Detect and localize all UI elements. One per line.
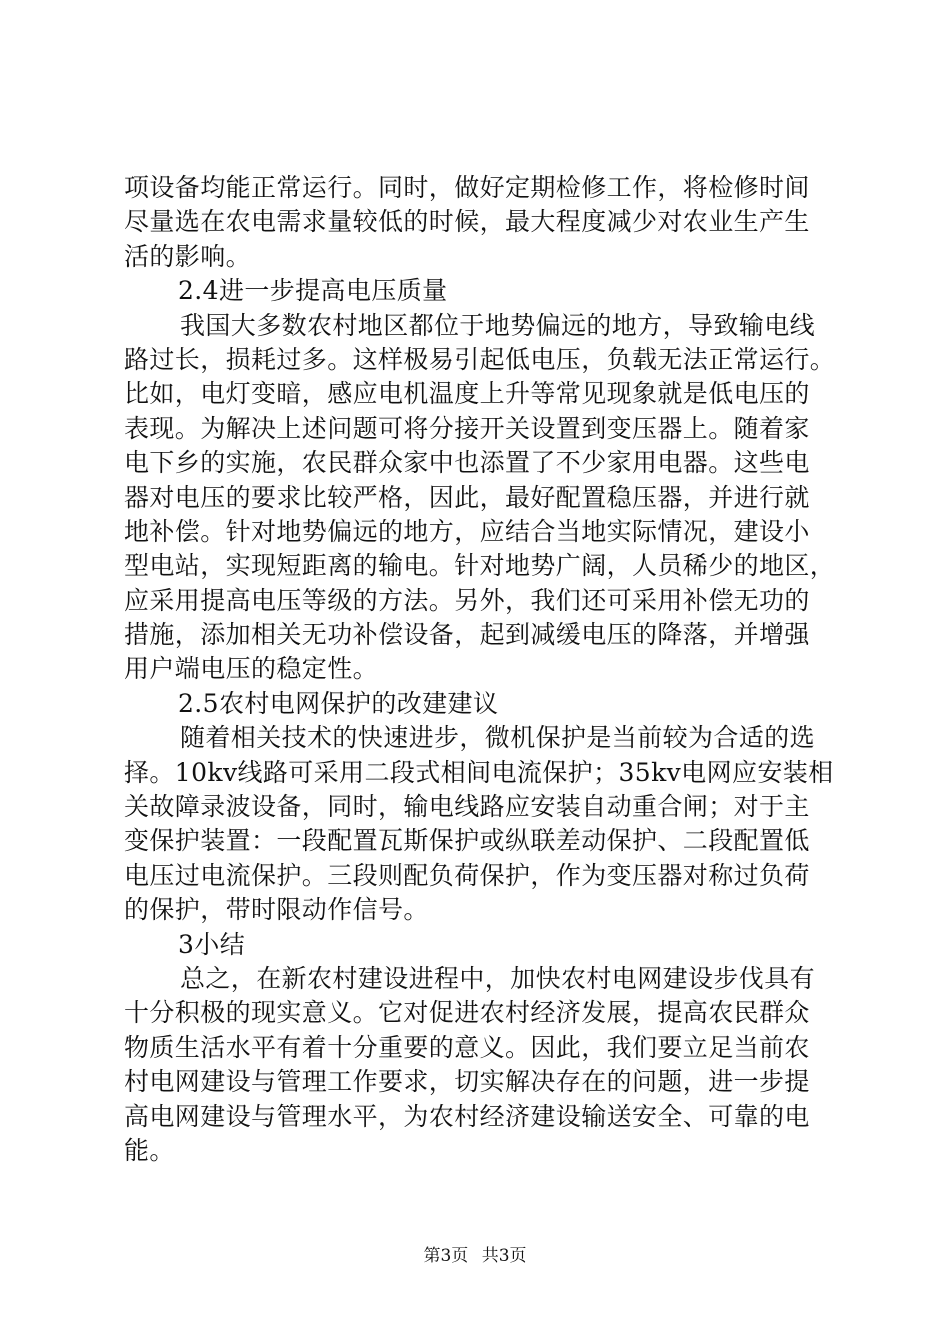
text-line: 的保护，带时限动作信号。	[124, 895, 429, 925]
page-number: 第3页	[423, 1246, 469, 1266]
text-line: 高电网建设与管理水平，为农村经济建设输送安全、可靠的电	[124, 1101, 810, 1131]
text-line: 项设备均能正常运行。同时，做好定期检修工作，将检修时间	[124, 173, 810, 202]
text-line: 随着相关技术的快速进步，微机保护是当前较为合适的选	[180, 723, 816, 753]
text-line: 电压过电流保护。三段则配负荷保护，作为变压器对称过负荷	[124, 860, 810, 890]
text-line: 我国大多数农村地区都位于地势偏远的地方，导致输电线	[180, 310, 816, 340]
text-line: 活的影响。	[124, 241, 252, 271]
page-total: 共3页	[481, 1246, 527, 1266]
text-line: 地补偿。针对地势偏远的地方，应结合当地实际情况，建设小	[124, 516, 810, 546]
text-line: 型电站，实现短距离的输电。针对地势广阔，人员稀少的地区，	[124, 551, 836, 581]
text-line: 比如，电灯变暗，感应电机温度上升等常见现象就是低电压的	[124, 379, 810, 409]
text-line: 物质生活水平有着十分重要的意义。因此，我们要立足当前农	[124, 1032, 810, 1062]
section-heading: 2.4进一步提高电压质量	[178, 276, 448, 306]
text-line: 路过长，损耗过多。这样极易引起低电压，负载无法正常运行。	[124, 344, 836, 374]
text-line: 措施，添加相关无功补偿设备，起到减缓电压的降落，并增强	[124, 620, 810, 650]
text-line: 能。	[124, 1135, 175, 1165]
text-line: 关故障录波设备，同时，输电线路应安装自动重合闸；对于主	[124, 792, 810, 822]
section-heading: 3小结	[178, 929, 246, 959]
text-line: 变保护装置：一段配置瓦斯保护或纵联差动保护、二段配置低	[124, 826, 810, 856]
text-line: 尽量选在农电需求量较低的时候，最大程度减少对农业生产生	[124, 207, 810, 237]
text-line: 总之，在新农村建设进程中，加快农村电网建设步伐具有	[180, 963, 816, 993]
text-line: 十分积极的现实意义。它对促进农村经济发展，提高农民群众	[124, 998, 810, 1028]
text-line: 用户端电压的稳定性。	[124, 654, 379, 684]
document-body	[124, 171, 836, 1168]
text-line: 应采用提高电压等级的方法。另外，我们还可采用补偿无功的	[124, 585, 810, 615]
text-line: 村电网建设与管理工作要求，切实解决存在的问题，进一步提	[124, 1067, 810, 1097]
text-line: 电下乡的实施，农民群众家中也添置了不少家用电器。这些电	[124, 448, 810, 478]
text-line: 表现。为解决上述问题可将分接开关设置到变压器上。随着家	[124, 413, 810, 443]
text-line: 器对电压的要求比较严格，因此，最好配置稳压器，并进行就	[124, 482, 810, 512]
section-heading: 2.5农村电网保护的改建建议	[178, 688, 499, 718]
text-line: 择。10kv线路可采用二段式相间电流保护；35kv电网应安装相	[124, 757, 834, 787]
page-footer	[0, 1245, 950, 1267]
